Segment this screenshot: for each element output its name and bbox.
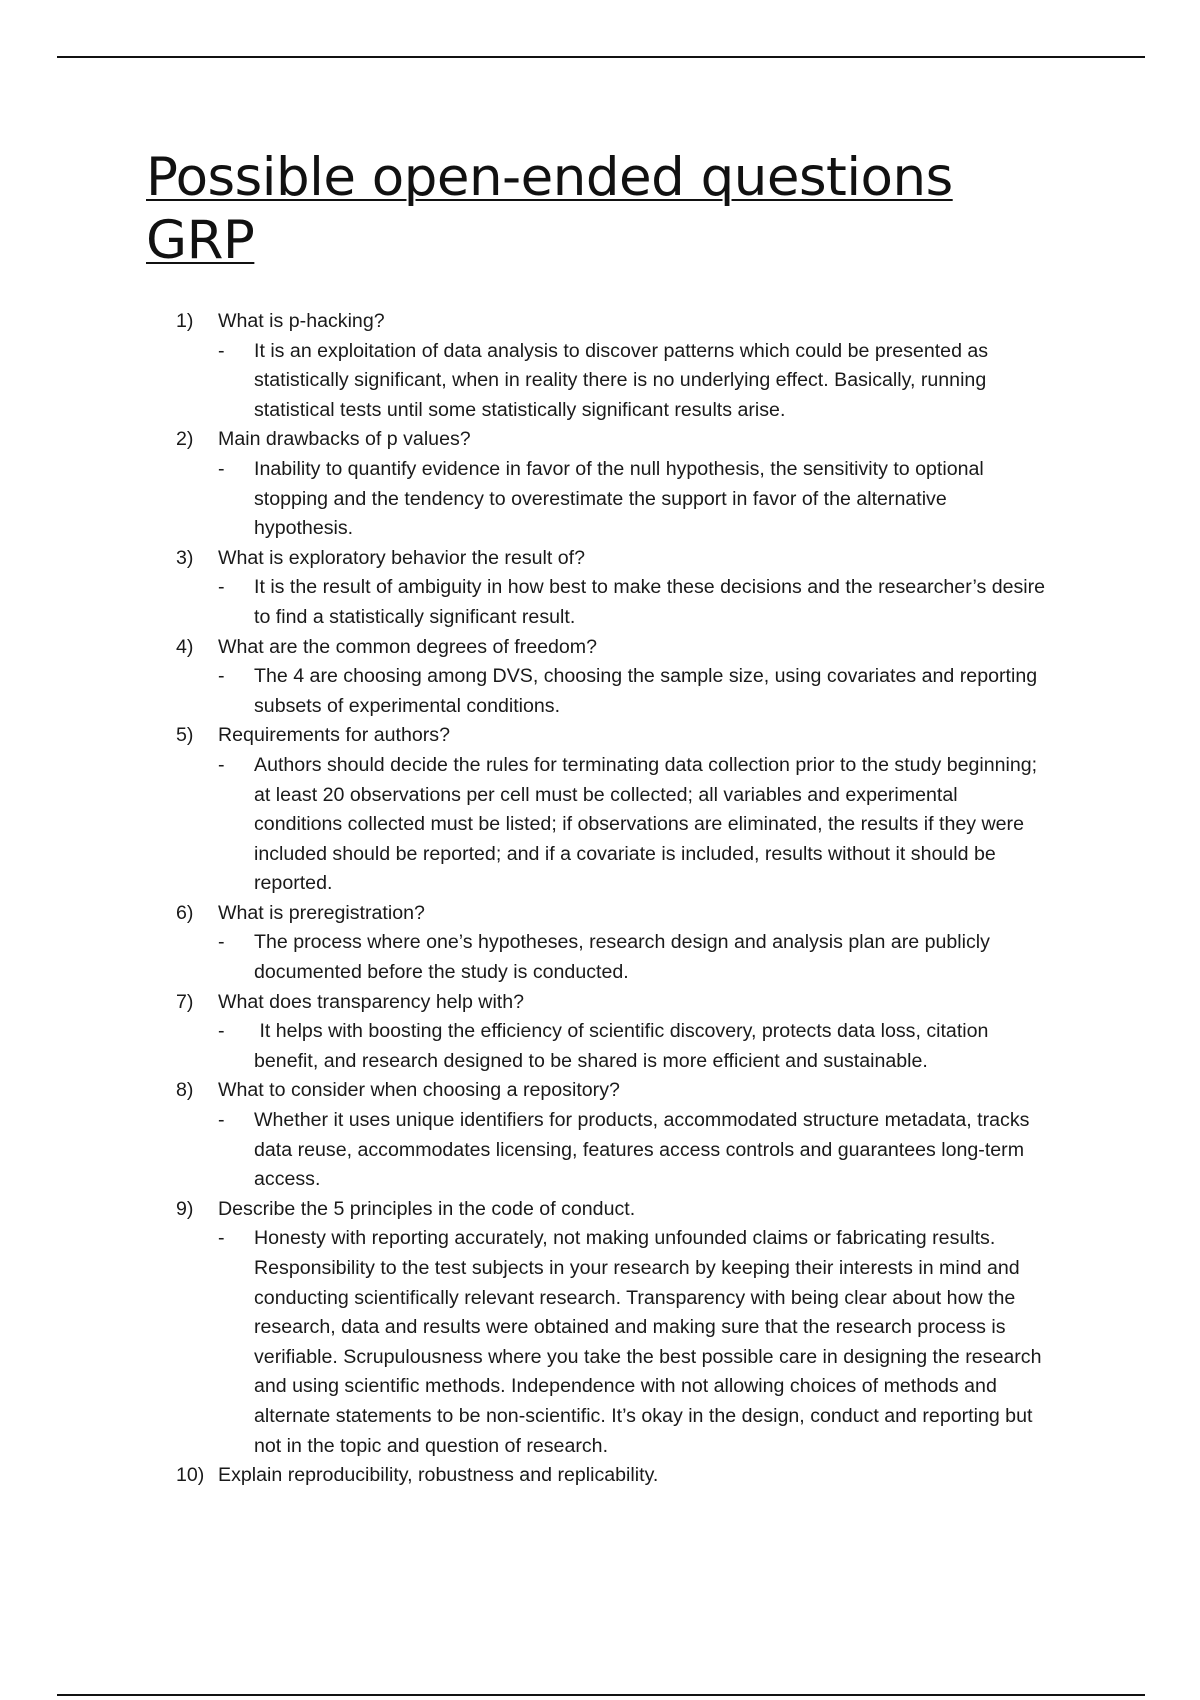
answer-bullet: - [218, 576, 225, 599]
answer-text: Authors should decide the rules for terminating data collection prior to the study beginning; at least 20 observations per cell must be collected; all variables and experimental conditions collected must be listed; if observations are eliminated, the results if they were included should be reported; and if a covariate is included, results without it should be reported. [254, 753, 1038, 895]
question-item-10 [176, 1461, 1056, 1491]
answer-bullet: - [218, 753, 225, 776]
question-text: What are the common degrees of freedom? [218, 635, 598, 658]
question-item-7 [176, 988, 1056, 1077]
question-number: 3) [176, 546, 194, 569]
question-number: 1) [176, 310, 194, 332]
answer-bullet: - [218, 1020, 225, 1043]
question-item-8 [176, 1076, 1056, 1194]
question-text: What is exploratory behavior the result of? [218, 546, 586, 569]
question-item-9 [176, 1195, 1056, 1461]
question-text: Describe the 5 principles in the code of conduct. [218, 1197, 636, 1220]
answer-text: Inability to quantify evidence in favor of the null hypothesis, the sensitivity to optional stopping and the tendency to overestimate the support in favor of the alternative hypothesis. [254, 457, 984, 540]
question-text: What is preregistration? [218, 901, 425, 924]
question-number: 5) [176, 724, 194, 747]
page-header-rule [57, 56, 1145, 58]
question-number: 8) [176, 1079, 194, 1102]
question-item-1 [176, 307, 1056, 425]
question-text: What does transparency help with? [218, 990, 525, 1013]
question-number: 2) [176, 428, 194, 451]
question-number: 7) [176, 990, 194, 1013]
page-footer-rule [57, 1694, 1145, 1696]
page-title: Possible open-ended questions GRP [146, 147, 953, 271]
question-number: 4) [176, 635, 194, 658]
question-item-5 [176, 721, 1056, 899]
question-list [176, 307, 1056, 1491]
question-item-4 [176, 633, 1056, 722]
answer-text: It is an exploitation of data analysis to discover patterns which could be presented as statistically significant, when in reality there is no underlying effect. Basically, running statistical tests until some statistically significant results arise. [254, 339, 989, 421]
question-number: 10) [176, 1464, 205, 1487]
question-item-6 [176, 899, 1056, 988]
answer-text: The process where one’s hypotheses, research design and analysis plan are publicly documented before the study is conducted. [254, 931, 990, 984]
answer-bullet: - [218, 1227, 225, 1250]
question-item-3 [176, 544, 1056, 633]
question-text: What is p-hacking? [218, 310, 385, 332]
answer-bullet: - [218, 1109, 225, 1132]
answer-text: It helps with boosting the efficiency of scientific discovery, protects data loss, citation benefit, and research designed to be shared is more efficient and sustainable. [254, 1020, 994, 1072]
answer-bullet: - [218, 931, 225, 954]
answer-bullet: - [218, 665, 225, 688]
question-number: 9) [176, 1197, 194, 1220]
answer-text: The 4 are choosing among DVS, choosing the sample size, using covariates and reporting subsets of experimental conditions. [254, 665, 1038, 717]
question-text: What to consider when choosing a repository? [218, 1079, 620, 1102]
answer-text: Honesty with reporting accurately, not making unfounded claims or fabricating results. Responsibility to the test subjects in your research by keeping their interests in mind and conducting scientifically relevant research. Transparency with being clear about how the research, data and results were obtained and making sure that the research process is verifiable. Scrupulousness where you take the best possible care in designing the research and using scientific methods. Independence with not allowing choices of methods and alternate statements to be non-scientific. It’s okay in the design, conduct and reporting but not in the topic and question of research. [254, 1227, 1042, 1457]
question-text: Explain reproducibility, robustness and replicability. [218, 1464, 659, 1487]
answer-bullet: - [218, 339, 225, 362]
answer-bullet: - [218, 457, 225, 480]
answer-text: It is the result of ambiguity in how best to make these decisions and the researcher’s desire to find a statistically significant result. [254, 576, 1046, 628]
question-number: 6) [176, 901, 194, 924]
question-text: Main drawbacks of p values? [218, 428, 471, 451]
answer-text: Whether it uses unique identifiers for products, accommodated structure metadata, tracks data reuse, accommodates licensing, features access controls and guarantees long-term access. [254, 1109, 1030, 1191]
question-item-2 [176, 425, 1056, 543]
question-text: Requirements for authors? [218, 724, 450, 747]
